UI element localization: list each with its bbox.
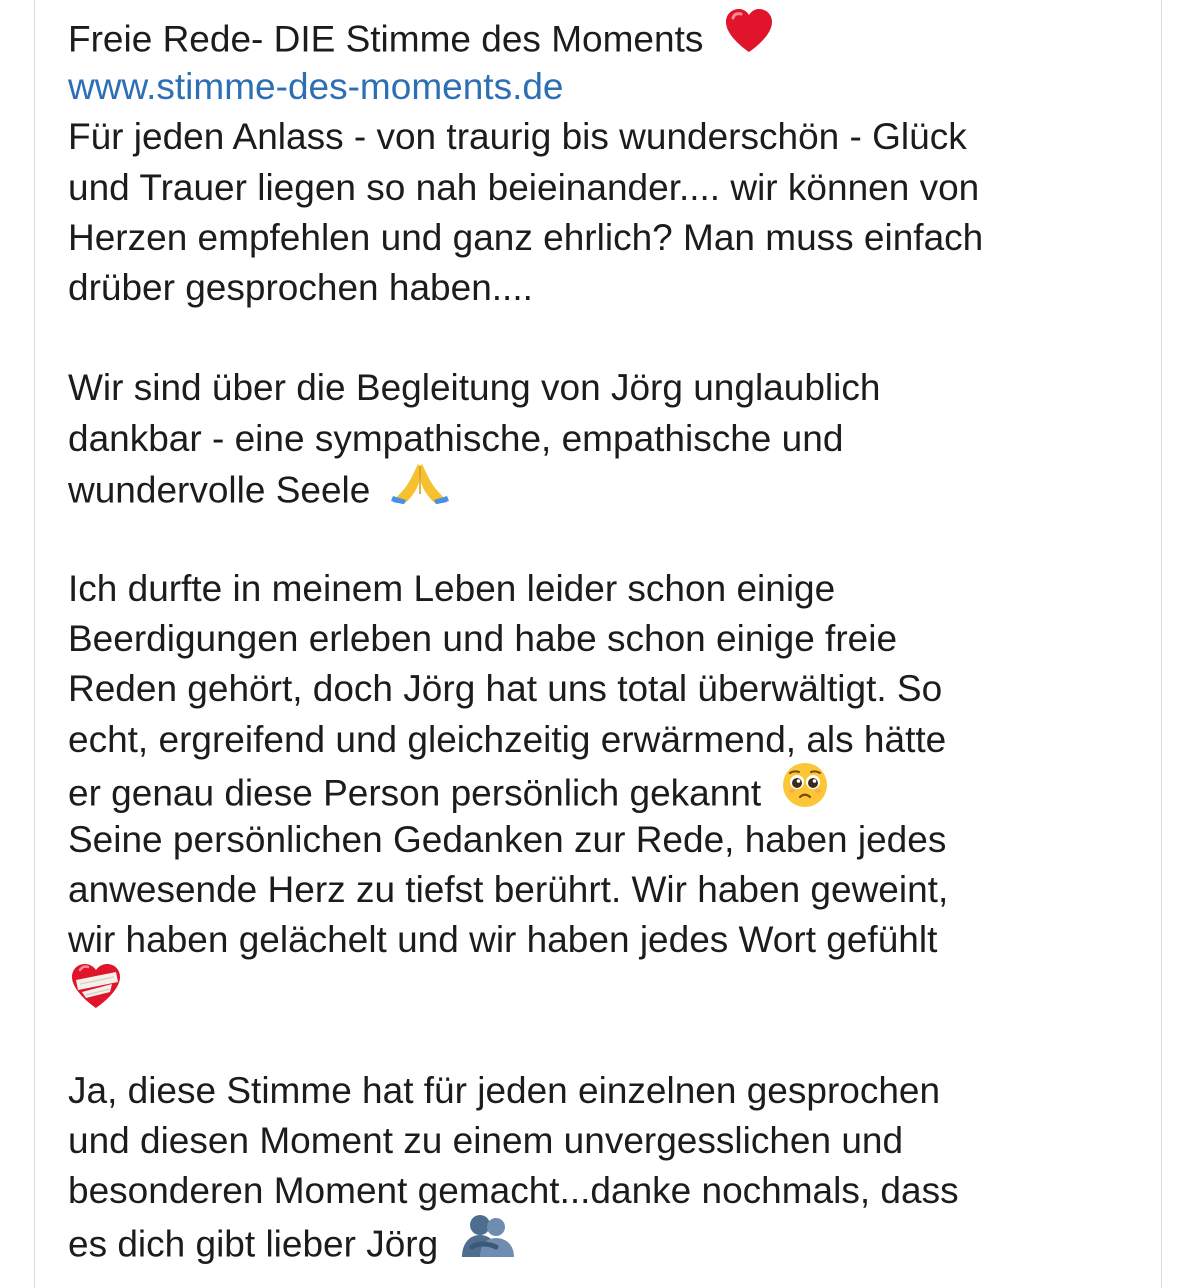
text-line: Beerdigungen erleben und habe schon einige freie	[68, 618, 898, 660]
text-line: Ja, diese Stimme hat für jeden einzelnen gesprochen	[68, 1069, 941, 1111]
text-line: besonderen Moment gemacht...danke nochmals, dass	[68, 1170, 959, 1212]
paragraph-gap	[68, 1016, 1168, 1066]
post-title-line	[68, 12, 1168, 62]
text-segment: er genau diese Person persönlich gekannt	[68, 772, 762, 814]
paragraph-gap	[68, 514, 1168, 564]
text-segment: wundervolle Seele	[68, 469, 371, 511]
text-line: dankbar - eine sympathische, empathische und	[68, 417, 844, 459]
post-title: Freie Rede- DIE Stimme des Moments	[68, 18, 704, 60]
website-line	[68, 62, 1168, 112]
folded-hands-icon	[391, 460, 449, 517]
text-line-with-emoji	[68, 765, 1168, 815]
red-heart-icon	[724, 8, 774, 67]
paragraph-gap	[68, 313, 1168, 363]
text-line: Wir sind über die Begleitung von Jörg unglaublich	[68, 367, 881, 409]
text-line: echt, ergreifend und gleichzeitig erwärmend, als hätte	[68, 718, 947, 760]
text-line: und diesen Moment zu einem unvergesslichen und	[68, 1120, 904, 1162]
post-body	[68, 12, 1168, 1267]
emoji-line	[68, 966, 1168, 1016]
people-hugging-icon	[458, 1213, 518, 1272]
text-line: drüber gesprochen haben....	[68, 266, 533, 308]
text-line: Seine persönlichen Gedanken zur Rede, haben jedes	[68, 819, 947, 860]
text-line-with-emoji	[68, 1217, 1168, 1267]
text-line: Reden gehört, doch Jörg hat uns total überwältigt. So	[68, 668, 943, 710]
text-line: wir haben gelächelt und wir haben jedes Wort gefühlt	[68, 919, 938, 961]
text-line-with-emoji	[68, 464, 1168, 514]
text-segment: es dich gibt lieber Jörg	[68, 1222, 439, 1264]
text-line: und Trauer liegen so nah beieinander.... wir können von	[68, 166, 980, 208]
website-link[interactable]: www.stimme-des-moments.de	[68, 66, 564, 108]
text-line: Ich durfte in meinem Leben leider schon einige	[68, 568, 836, 610]
text-line: Für jeden Anlass - von traurig bis wunderschön - Glück	[68, 116, 967, 158]
text-line: anwesende Herz zu tiefst berührt. Wir haben geweint,	[68, 869, 949, 911]
pleading-face-icon	[781, 761, 829, 822]
mending-heart-icon	[70, 962, 122, 1023]
text-line: Herzen empfehlen und ganz ehrlich? Man muss einfach	[68, 216, 984, 258]
